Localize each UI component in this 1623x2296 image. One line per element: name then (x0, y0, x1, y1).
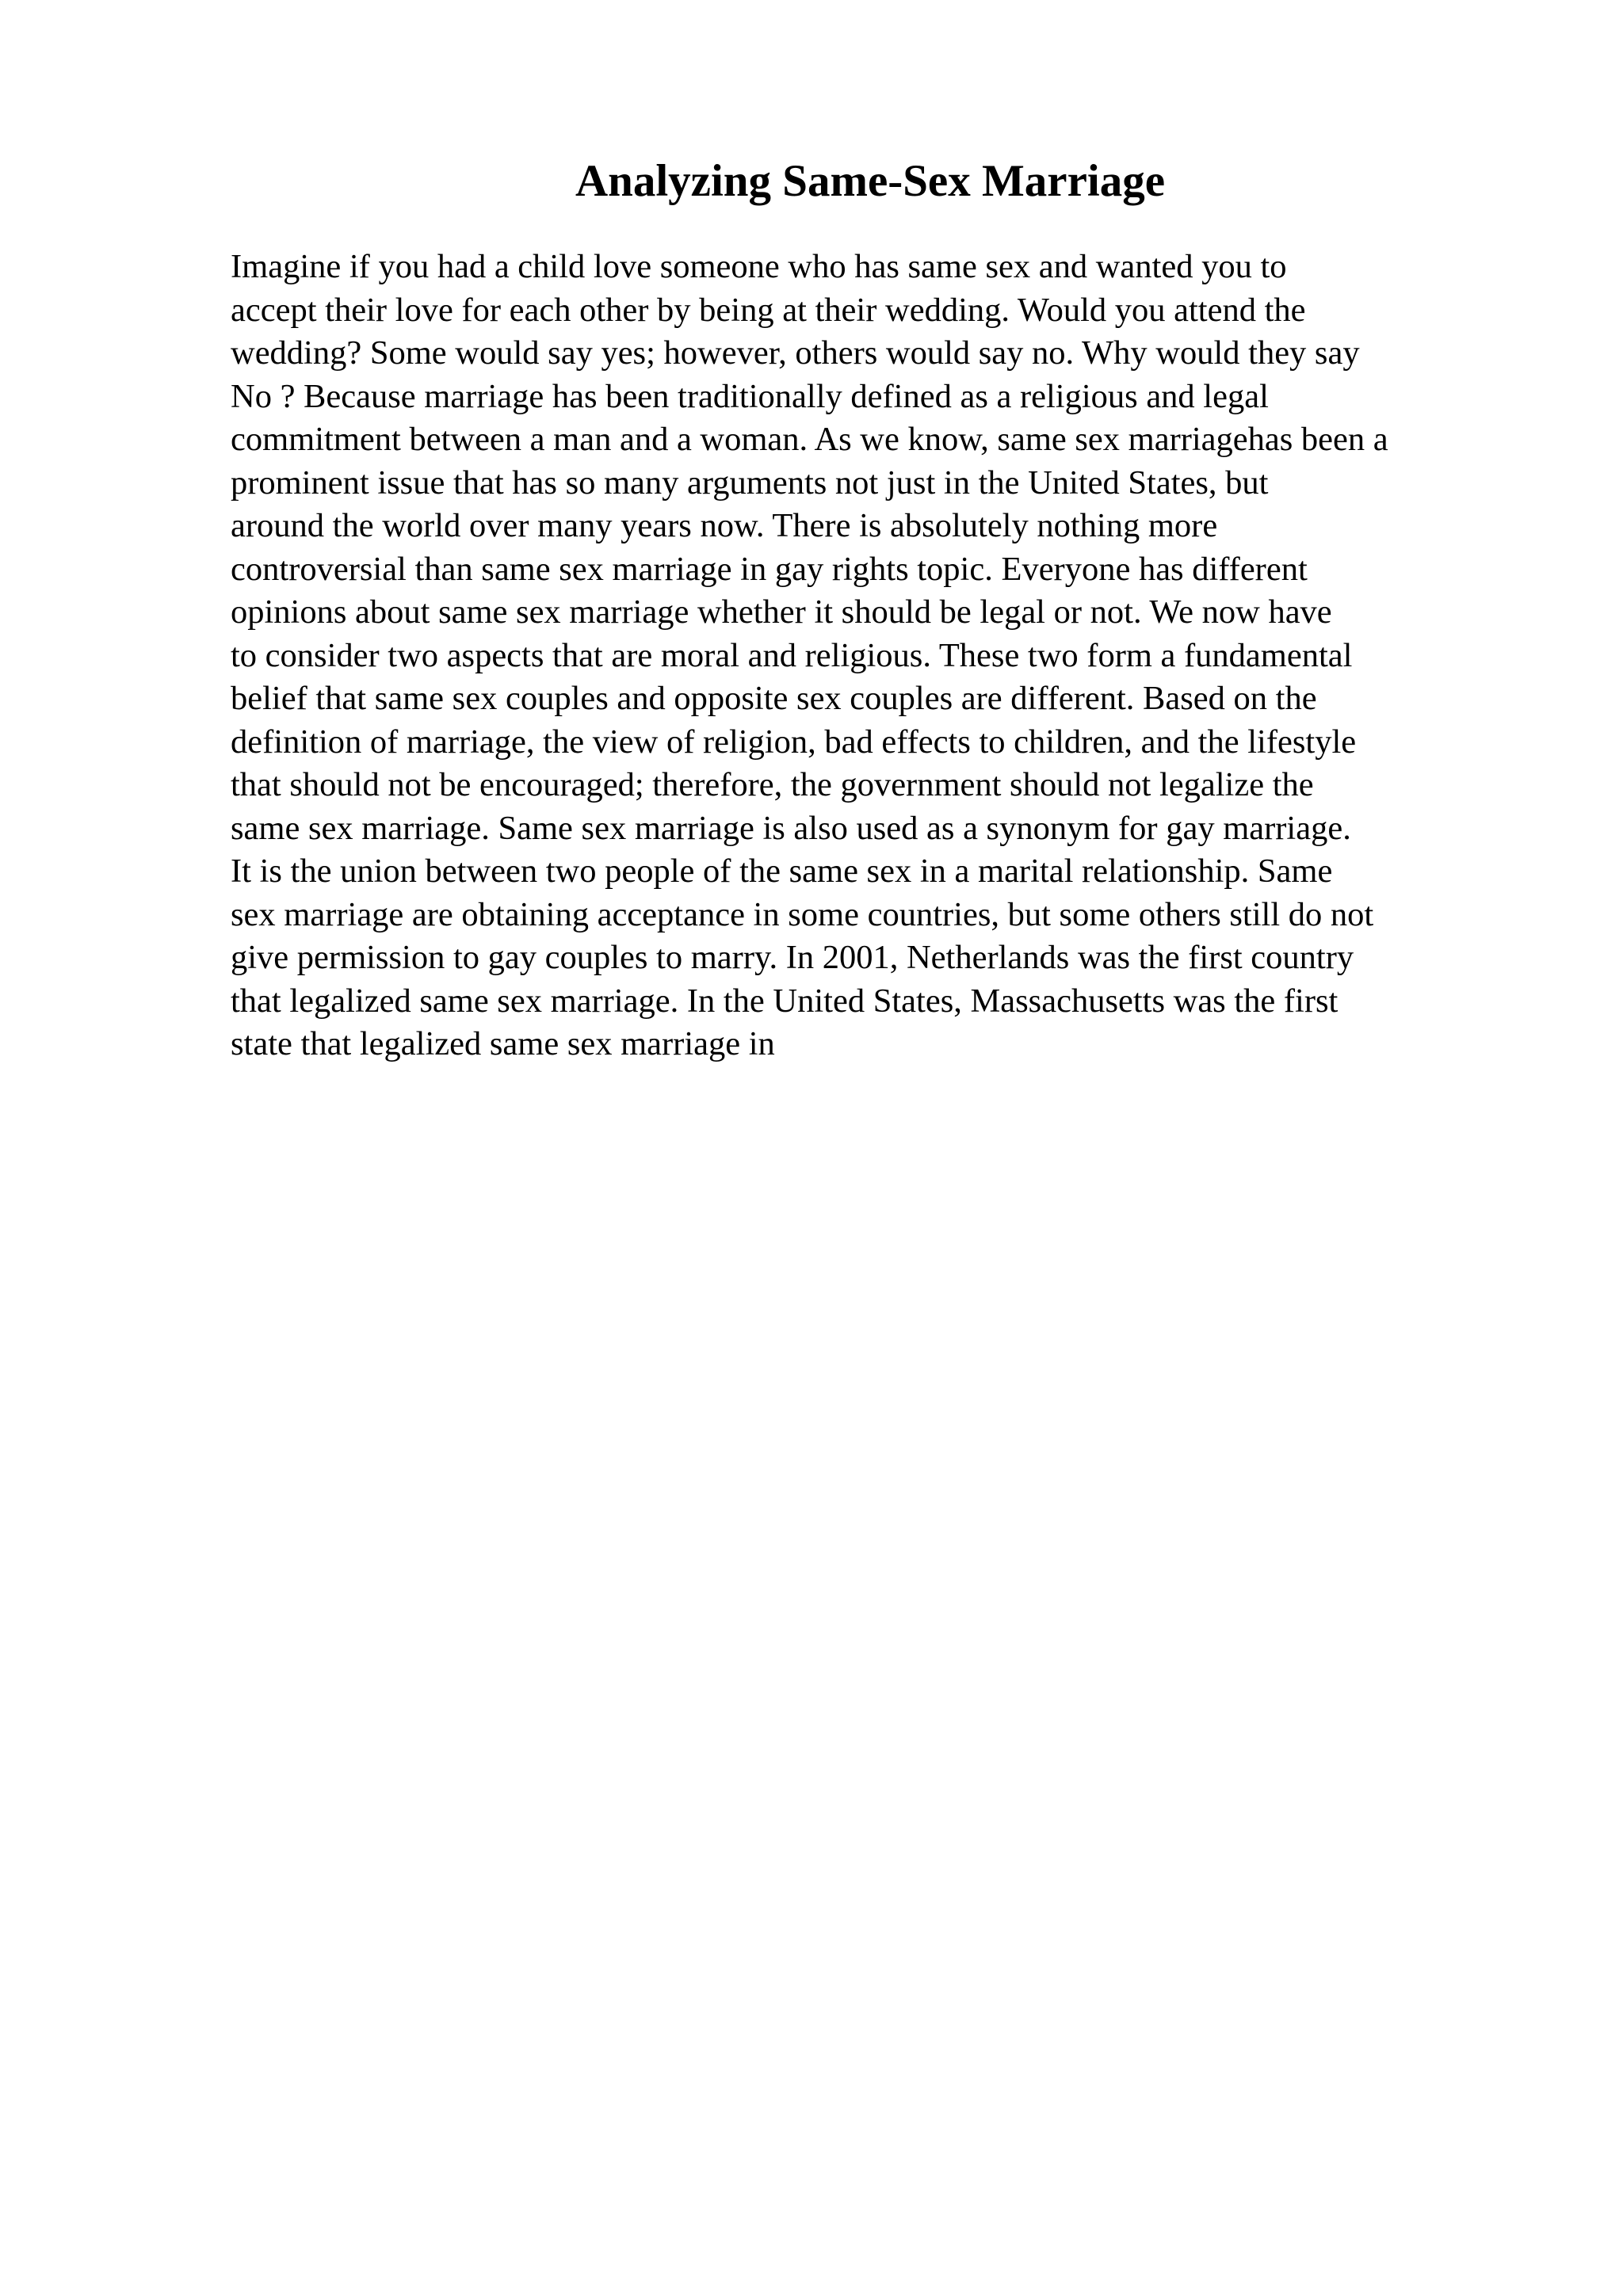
document-title: Analyzing Same-Sex Marriage (575, 156, 1166, 206)
body-line: prominent issue that has so many arguments not just in the United States, but (231, 463, 1269, 502)
body-line: definition of marriage, the view of religion, bad effects to children, and the lifestyle (231, 723, 1357, 761)
body-line: that legalized same sex marriage. In the United States, Massachusetts was the first (231, 982, 1338, 1020)
body-line: to consider two aspects that are moral and religious. These two form a fundamental (231, 636, 1353, 674)
body-line: same sex marriage. Same sex marriage is also used as a synonym for gay marriage. (231, 809, 1351, 847)
body-line: sex marriage are obtaining acceptance in some countries, but some others still do not (231, 895, 1374, 933)
body-line: No ? Because marriage has been traditionally defined as a religious and legal (231, 377, 1269, 415)
document-body (231, 246, 1499, 1066)
body-line: belief that same sex couples and opposite sex couples are different. Based on the (231, 680, 1317, 717)
body-line: accept their love for each other by being at their wedding. Would you attend the (231, 291, 1306, 329)
body-line: opinions about same sex marriage whether it should be legal or not. We now have (231, 593, 1332, 631)
body-line: that should not be encouraged; therefore, the government should not legalize the (231, 766, 1314, 803)
body-line: state that legalized same sex marriage in (231, 1025, 775, 1062)
body-line: Imagine if you had a child love someone who has same sex and wanted you to (231, 248, 1287, 285)
body-line: It is the union between two people of the same sex in a marital relationship. Same (231, 852, 1333, 890)
body-line: commitment between a man and a woman. As we know, same sex marriagehas been a (231, 421, 1388, 458)
body-line: controversial than same sex marriage in gay rights topic. Everyone has different (231, 550, 1308, 588)
body-line: around the world over many years now. There is absolutely nothing more (231, 507, 1218, 544)
body-line: wedding? Some would say yes; however, others would say no. Why would they say (231, 334, 1360, 372)
body-line: give permission to gay couples to marry. In 2001, Netherlands was the first country (231, 939, 1354, 976)
